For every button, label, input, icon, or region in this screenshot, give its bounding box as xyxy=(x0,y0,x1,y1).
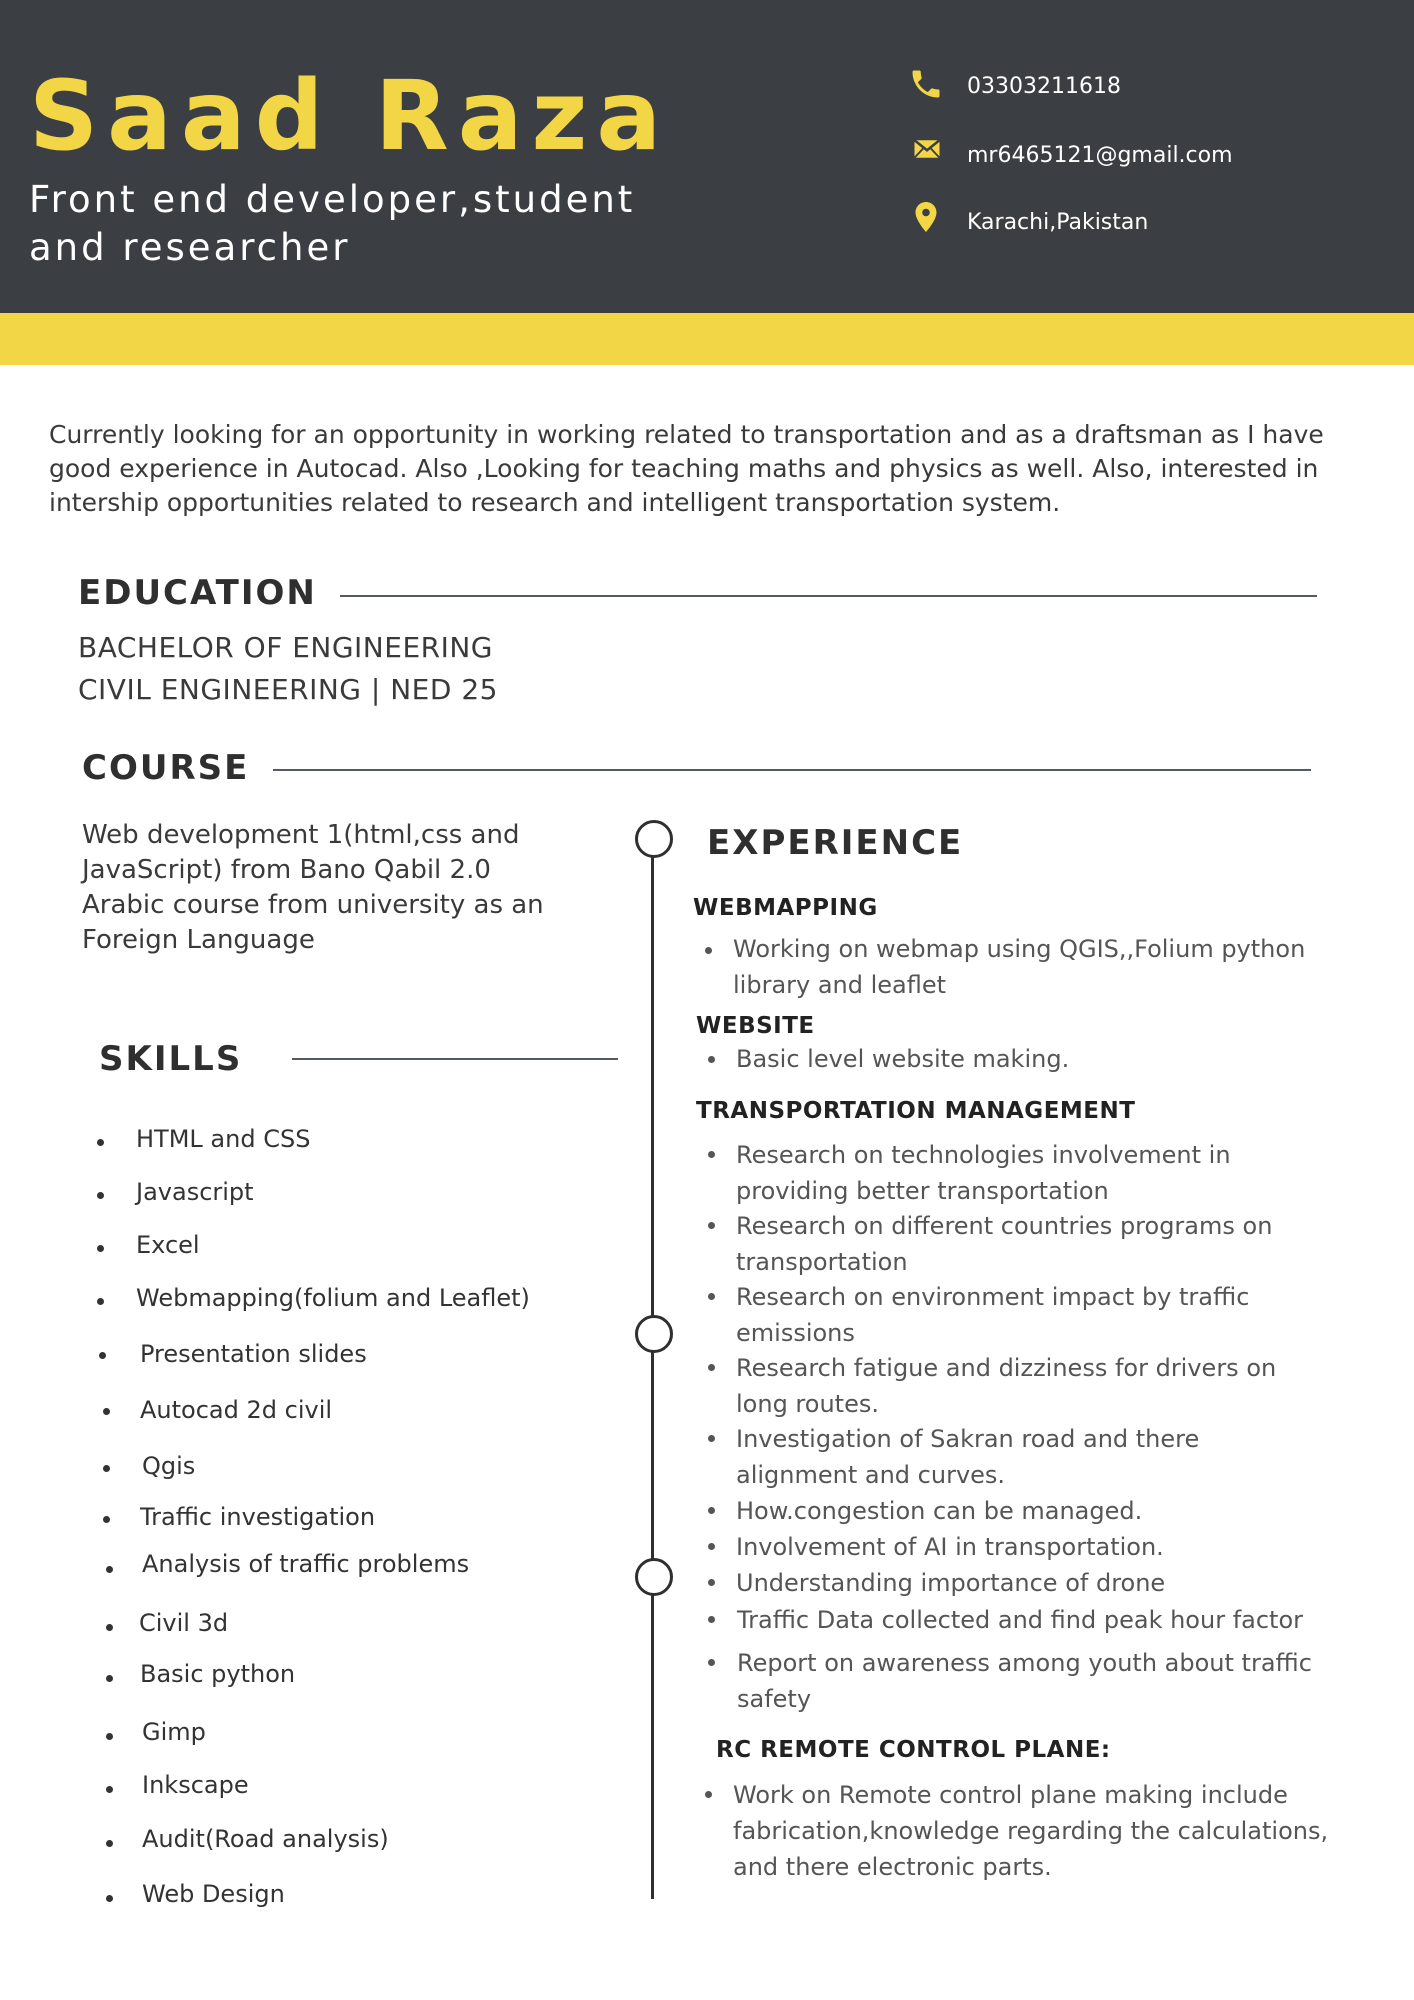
bullet-icon xyxy=(708,1364,715,1371)
bullet-icon xyxy=(708,1151,715,1158)
bullet-icon xyxy=(106,1675,113,1682)
bullet-icon xyxy=(97,1245,104,1252)
experience-item: Understanding importance of drone xyxy=(736,1569,1166,1597)
candidate-tagline: Front end developer,student and researcher xyxy=(29,178,636,269)
timeline-node-icon xyxy=(635,1315,673,1353)
timeline-line xyxy=(651,839,654,1899)
course-item: Web development 1(html,css and JavaScript) from Bano Qabil 2.0 xyxy=(82,820,520,885)
timeline-node-icon xyxy=(635,820,673,858)
skill-item: Inkscape xyxy=(142,1771,249,1799)
experience-item: How.congestion can be managed. xyxy=(736,1497,1143,1525)
bullet-icon xyxy=(106,1566,113,1573)
bullet-icon xyxy=(97,1298,104,1305)
bullet-icon xyxy=(708,1056,715,1063)
skill-item: Qgis xyxy=(142,1452,196,1480)
bullet-icon xyxy=(103,1516,110,1523)
education-divider xyxy=(340,595,1317,597)
phone-number[interactable]: 03303211618 xyxy=(967,74,1121,99)
bullet-icon xyxy=(97,1192,104,1199)
bullet-icon xyxy=(708,1507,715,1514)
course-list xyxy=(82,818,602,958)
experience-item: Investigation of Sakran road and there alignment and curves. xyxy=(736,1425,1200,1489)
skills-divider xyxy=(292,1058,618,1060)
experience-heading-webmapping: WEBMAPPING xyxy=(693,895,878,921)
skill-item: Javascript xyxy=(136,1178,254,1206)
field-of-study: CIVIL ENGINEERING | NED 25 xyxy=(78,673,498,706)
experience-item: Research on technologies involvement in providing better transportation xyxy=(736,1141,1231,1205)
bullet-icon xyxy=(99,1352,106,1359)
skill-item: Autocad 2d civil xyxy=(140,1396,333,1424)
bullet-icon xyxy=(103,1465,110,1472)
bullet-icon xyxy=(708,1222,715,1229)
experience-heading-transportation: TRANSPORTATION MANAGEMENT xyxy=(696,1098,1136,1124)
experience-title: EXPERIENCE xyxy=(707,823,964,863)
envelope-icon xyxy=(912,134,942,164)
skill-item: Webmapping(folium and Leaflet) xyxy=(136,1284,530,1312)
skills-title: SKILLS xyxy=(99,1039,243,1079)
experience-heading-website: WEBSITE xyxy=(696,1013,815,1039)
experience-item: Involvement of AI in transportation. xyxy=(736,1533,1164,1561)
degree: BACHELOR OF ENGINEERING xyxy=(78,631,493,664)
bullet-icon xyxy=(705,1791,712,1798)
bullet-icon xyxy=(106,1733,113,1740)
skill-item: Web Design xyxy=(142,1880,285,1908)
bullet-icon xyxy=(708,1659,715,1666)
phone-icon xyxy=(908,66,944,102)
skill-item: Excel xyxy=(136,1231,200,1259)
education-title: EDUCATION xyxy=(78,573,317,613)
skill-item: Presentation slides xyxy=(140,1340,367,1368)
bullet-icon xyxy=(106,1624,113,1631)
experience-item: Research on different countries programs on transportation xyxy=(736,1212,1273,1276)
bullet-icon xyxy=(708,1543,715,1550)
course-divider xyxy=(273,769,1311,771)
email-address[interactable]: mr6465121@gmail.com xyxy=(967,143,1233,168)
experience-item: Working on webmap using QGIS,,Folium python library and leaflet xyxy=(733,935,1306,999)
experience-item: Report on awareness among youth about traffic safety xyxy=(737,1649,1312,1713)
skill-item: Civil 3d xyxy=(139,1609,229,1637)
bullet-icon xyxy=(708,1293,715,1300)
experience-item: Basic level website making. xyxy=(736,1045,1070,1073)
bullet-icon xyxy=(708,1435,715,1442)
bullet-icon xyxy=(106,1840,113,1847)
skill-item: Basic python xyxy=(140,1660,296,1688)
location: Karachi,Pakistan xyxy=(967,210,1149,235)
bullet-icon xyxy=(106,1895,113,1902)
experience-item: Work on Remote control plane making include fabrication,knowledge regarding the calculations, and there electronic parts. xyxy=(733,1781,1329,1881)
candidate-name: Saad Raza xyxy=(29,60,671,172)
accent-band xyxy=(0,313,1414,365)
course-item: Arabic course from university as an Foreign Language xyxy=(82,890,544,955)
experience-item: Traffic Data collected and find peak hour factor xyxy=(737,1606,1304,1634)
experience-item: Research fatigue and dizziness for drivers on long routes. xyxy=(736,1354,1277,1418)
skill-item: Analysis of traffic problems xyxy=(142,1550,470,1578)
bullet-icon xyxy=(103,1408,110,1415)
map-pin-icon xyxy=(908,199,944,235)
skill-item: Gimp xyxy=(142,1718,206,1746)
experience-item: Research on environment impact by traffic emissions xyxy=(736,1283,1250,1347)
bullet-icon xyxy=(97,1139,104,1146)
timeline-node-icon xyxy=(635,1558,673,1596)
course-title: COURSE xyxy=(82,748,250,788)
skill-item: Traffic investigation xyxy=(140,1503,376,1531)
experience-heading-rc-plane: RC REMOTE CONTROL PLANE: xyxy=(716,1737,1111,1763)
bullet-icon xyxy=(705,947,712,954)
skill-item: HTML and CSS xyxy=(136,1125,311,1153)
bullet-icon xyxy=(106,1786,113,1793)
summary-paragraph: Currently looking for an opportunity in working related to transportation and as a draftsman as I have good experience in Autocad. Also ,Looking for teaching maths and physics as well. Also, interested in intership opportunities related to research and intelligent transportation system. xyxy=(49,420,1324,517)
bullet-icon xyxy=(708,1579,715,1586)
bullet-icon xyxy=(708,1616,715,1623)
skill-item: Audit(Road analysis) xyxy=(142,1825,389,1853)
